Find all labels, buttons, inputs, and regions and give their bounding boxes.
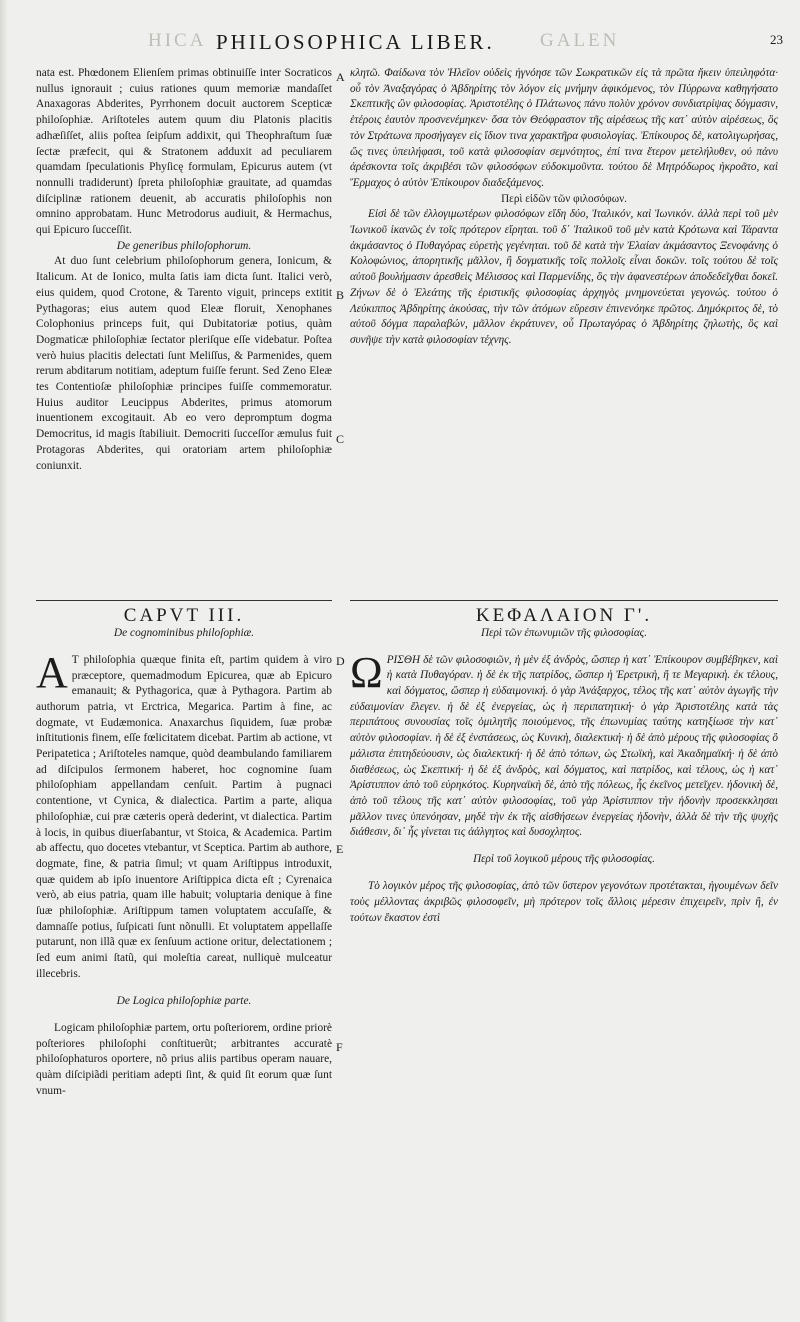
latin-column-upper	[36, 66, 332, 474]
greek-paragraph: Εἰσὶ δὲ τῶν ἐλλογιμωτέρων φιλοσόφων εἴδη δύο, Ἰταλικόν, καὶ Ἰωνικόν. ἀλλὰ περὶ τοῦ μὲν Ἰωνικοῦ ἱκανῶς ἐν τοῖς πρότερον εἴρηται. τοῦ δ᾿ Ἰταλικοῦ τοῦ μὲν κατὰ Κρότωνα καὶ Τάραντα ἀκμάσαντος ὁ Πυθαγόρας εὑρετὴς γεγένηται. τοῦ δὲ κατὰ τὴν Ἐλαίαν ἀκμάσαντος Ξενοφάνης ὁ Κολοφώνιος, ἀπορητικῆς μᾶλλον, ἢ δογματικῆς τοῖς πολλοῖς εἶναι δοκῶν. τοῖς τούτου δὲ τοῖς αὐτοῦ βουλήμασιν ἀρεσθεὶς Μέλισσος καὶ Παρμενίδης, ὃς τὴν ἀφανεστέρων ἀποδεδεῖχθαι δοκεῖ. Ζήνων δὲ ὁ Ἐλεάτης τῆς ἐριστικῆς φιλοσοφίας ἀρχηγὸς μνημονεύεται γεγονώς. τούτου ὁ Λεύκιππος Ἀβδηρίτης ἀκούσας, τὴν τῶν ἀτόμων εὕρεσιν ἐπινενόηκε πρῶτος. Δημόκριτος δὲ, τὸ αὐτοῦ δόγμα παραλαβών, μᾶλλον ἐκράτυνεν, οὗ Πρωταγόρας ὁ Ἀβδηρίτης ζηλωτὴς, ὃς καὶ συνῆψε τὴν κατὰ φιλοσοφίαν τέχνης.	[350, 208, 778, 346]
latin-paragraph	[36, 647, 332, 983]
bleed-through-text-left: HICA	[148, 30, 207, 51]
greek-column-upper	[350, 66, 778, 349]
chapter-rule-right	[350, 600, 778, 601]
margin-letter-f: F	[336, 1040, 343, 1054]
margin-letter-a: A	[336, 70, 345, 84]
greek-section-heading: Περὶ τοῦ λογικοῦ μέρους τῆς φιλοσοφίας.	[473, 853, 655, 866]
greek-section-heading: Περὶ εἰδῶν τῶν φιλοσόφων.	[501, 192, 627, 205]
greek-paragraph-text: ΡΙΣΘΗ δὲ τῶν φιλοσοφιῶν, ἡ μὲν ἐξ ἀνδρὸς, ὥσπερ ἡ κατ᾿ Ἐπίκουρον συμβέβηκεν, καὶ ἡ κατὰ Πυθαγόραν. ἡ δὲ ἐκ τῆς πατρίδος, ὥσπερ ἡ Ἐρετρικὴ, ἥ τε Μεγαρικὴ. ἐκ τέλους, καὶ δόγματος, ὥσπερ ἡ εὐδαιμονική. ὁ γὰρ Ἀνάξαρχος, τέλος τῆς κατ᾿ αὐτὸν ἀγωγῆς τὴν εὐδαιμονίαν ἔλεγεν. ἡ δὲ ἐξ ἐνεργείας, ὡς ἡ περιπατητική· ὁ γὰρ Ἀριστοτέλης κατὰ τὰς περιπάτους συνουσίας τοῖς ὁμιλητῆς ποιούμενος, τῆς ἐπωνυμίας ταύτης κατηξίωσε τὴν κατ᾿ αὐτὸν φιλοσοφίαν. ἡ δὲ ἐξ ἐνστάσεως, ὡς Κυνικὴ, διαλεκτική· ἡ δὲ ἀπὸ μέρους τῆς φιλοσοφίας ὃ μάλιστα ἐπιτηδεύουσιν, ὡς διαλεκτική· ἡ δὲ ἀπὸ τόπων, ὡς Στωϊκὴ, καὶ Ἀκαδημαϊκή· ἡ δὲ ἀπὸ διαθέσεως, ὡς Σκεπτική· ἡ δὲ ἐξ ἀνδρὸς, καὶ δόγματος, καὶ πατρίδος, καὶ τέλους, ὡς ἡ κατ᾿ Ἀρίστιππον ἀπὸ τοῦ εὑρηκότος. Κυρηναϊκὴ δὲ, ἀπὸ τῆς πόλεως, ἧς ἐκεῖνος μετεῖχεν. ἡδονικὴ δὲ, ἀπὸ τοῦ τέλους τῆς κατ᾿ αὐτὸν φιλοσοφίας, τοῦ γὰρ Ἀρίστιππον τὴν ἡδονὴν προσεκκλησαι μᾶλλον τινες ὑπενόησαν, μηδὲ τὴν ἐκ τῆς αἰσθήσεων ἐνεργείας ἡδονὴν, ἀλλὰ δὲ τὴν τῆς ψυχῆς διάθεσιν, δι᾿ ἧς γίνεται τις ἀάλγητος καὶ δυσοχλητος.	[350, 653, 778, 839]
greek-paragraph	[350, 647, 778, 841]
latin-column-lower	[36, 605, 332, 1111]
latin-paragraph: Logicam philoſophiæ partem, ortu poſteriorem, ordine priorè poſteriores philoſophi conſtituerũt; arbitrantes accuratè philoſophaturos oportere, nõ prius aliis partibus operam nauare, quàm diſcipiãdi peritiam adepti ſint, & quid ſit eorum quæ ſunt vnum-	[36, 1022, 332, 1097]
greek-paragraph: κλητῶ. Φαίδωνα τὸν Ἠλεῖον οὐδεὶς ἠγνόησε τῶν Σωκρατικῶν εἰς τὰ πρῶτα ἥκειν ὑπειληφότα· οὗ τὸν Ἀναξαγόρας ὁ Ἀβδηρίτης τὸν λόγον εἰς μνήμην ἀφικόμενος, τὸν Πύρρωνα καθηγήσατο Σκεπτικῆς ὢν φιλοσοφίας. Ἀριστοτέλης ὁ Πλάτωνος πάνυ πολὺν χρόνον συνδιατρίψας δόγμασιν, ἑτέροις ἑαυτὸν προσνενέμηκεν· ὅσα τὸν Θεόφραστον τῆς αἱρέσεως τῆς κατ᾿ αὐτὸν αἱρέσεως, ὃς τὸν Στράτωνα προσήγαγεν εἰς ἴδιον τινα χαρακτῆρα φυσιολογίας. Ἐπίκουρος δὲ, κατολιγωρήσας, ὥς τινες ὑπειλήφασι, τοῦ κατὰ φιλοσοφίαν σεμνότητος, ἐπί τινα ἕτερον μετελήλυθεν, οὐ πάνυ ἀρέσκοντα τοῖς ἀκριβέσι τῶν φιλοσόφων εὐδοκιμοῦντα. τούτου δὲ Μητρόδωρος ἠκροᾶτο, καὶ Ἕρμαχος ὁ αὐτὸν Ἐπίκουρον διαδεξάμενος.	[350, 67, 778, 189]
latin-section-heading: De generibus philoſophorum.	[116, 239, 252, 252]
latin-paragraph: nata est. Phœdonem Elienſem primas obtinuiſſe inter Socraticos nullus ignorauit ; cuius rationes quum memoriæ mandaſſet Anaxagoras Abderites, Pyrrhonem docuit auctorem Scepticæ philoſophiæ. Ariſtoteles autem quum diu Platonis placitis adhæſiſſet, aliis poſtea ſeipſum addixit, qui Theophraſtum ſuæ ſectæ præfecit, qui & Stratonem adduxit ad peculiarem quamdam ſpeculationis Phyſicę formulam, Epicurus autem (vt nonnulli tradiderunt) ſpreta philoſophiæ grauitate, ad quamdas diſciplinæ rationem deuenit, ab accuratis philoſophis non omnino approbatam. Hunc Metrodorus audiuit, & Hermachus, qui Epicuro ſucceſſit.	[36, 67, 332, 237]
chapter-rule-left	[36, 600, 332, 601]
page-gutter-shadow	[0, 0, 8, 1322]
page-number: 23	[770, 32, 783, 47]
margin-letter-b: B	[336, 288, 345, 302]
greek-paragraph: Τὸ λογικὸν μέρος τῆς φιλοσοφίας, ἀπὸ τῶν ὕστερον γεγονότων προτέτακται, ἡγουμένων δεῖν τοὺς μέλλοντας ἀκριβῶς φιλοσοφεῖν, μὴ πρότερον τοῖς ἄλλοις μέρεσιν ἐπιχειρεῖν, πρὶν ἢ, ἐν τούτων ἕκαστον ἐστὶ	[350, 880, 778, 924]
page-header	[0, 30, 800, 56]
latin-chapter-title: CAPVT III.	[123, 605, 245, 626]
margin-letter-c: C	[336, 432, 345, 446]
running-title: PHILOSOPHICA LIBER.	[216, 30, 495, 54]
margin-letter-d: D	[336, 654, 345, 668]
latin-chapter-subtitle: De cognominibus philoſophiæ.	[113, 626, 255, 639]
latin-paragraph-text: T philoſophia quæque finita eſt, partim quidem à viro præceptore, quemadmodum Epicurea, quæ ab Epicuro emanauit; & Pythagorica, quæ à Pythagora. Partim ab authorum patria, vt Erctrica, Megarica. Partim à fine, ac dogmate, vt Eudæmonica. Anaxarchus ſiquidem, ſuæ probæ inſtitutionis finem, eſſe fœlicitatem dicebat. Partim ab actione, vt Peripatetica ; Ariſtoteles namque, quòd deambulando familiarem ad diſcipulos ſermonem haberet, hoc cognomine ſuam philoſophiam appellandam cenſuit. Partim à pugnaci contentione, vt Cynica, & dialectica. Partim a parte, aliqua philoſophiæ, cui præ cæteris operà dederint, vt dialectica. Partim à locis, in quibus diuerſabantur, vt Stoica, & Academica. Partim ab affectu, quo docetes vtebantur, vt Sceptica. Partim ab authore, dogmate, fine, & patria ſimul; vt quam Ariſtippus introduxit, quæ quidem ab ipſo inuentore Ariſtippica dicta eſt ; Cyrenaica verò, ab eius patria, quam ille habuit; voluptaria denique à fine ſuæ philoſophiæ. Ariſtippum tamen voluptatem accuſaſſe, & damnaſſe potius, ſuſpicati ſunt nõnulli. Et voluptatem appellaſſe putarunt, non illã quæ ex ſenſuum actione oritur, delectationem ; ſed eum animi ſtatũ, qui moleſtia careat, nulliquè mulceatur illecebris.	[36, 653, 332, 980]
greek-chapter-title: ΚΕΦΑΛΑΙΟΝ Γ'.	[475, 605, 653, 626]
drop-cap: A	[36, 647, 68, 697]
bleed-through-text-right: GALEN	[540, 30, 620, 51]
latin-paragraph: At duo ſunt celebrium philoſophorum genera, Ionicum, & Italicum. At de Ionico, multa ſatis iam dicta ſunt. Italici verò, eius quidem, quod Crotone, & Tarento viguit, princeps extitit Pythagoras; eius autem quod Eleæ floruit, Xenophanes Colophonius princeps fuit, qui Dubitatoriæ potius, quàm Dogmaticæ philoſophiæ ſectator pleriſque eſſe videbatur. Poſtea verò huius placitis delectati ſunt Meliſſus, & Parmenides, quem rerum abditarum notitiam, adeptum fuiſſe ferunt. Sed Zeno Eleæ tes Contentioſæ philoſophiæ principes fuiſſe commemoratur. Huius auditor Leucippus Abderites, primus atomorum inuentionem excogitauit. Ab eo vero depromptum dogma Democritus, id magis ſtabiliuit. Democriti ſucceſſor æmulus fuit Protagoras Abderites, qui oratoriam artem philoſophiæ coniunxit.	[36, 255, 332, 472]
drop-cap: Ω	[350, 647, 383, 697]
greek-column-lower	[350, 605, 778, 937]
latin-section-heading: De Logica philoſophiæ parte.	[116, 994, 252, 1007]
greek-chapter-subtitle: Περὶ τῶν ἐπωνυμιῶν τῆς φιλοσοφίας.	[480, 626, 648, 639]
margin-letter-e: E	[336, 842, 344, 856]
